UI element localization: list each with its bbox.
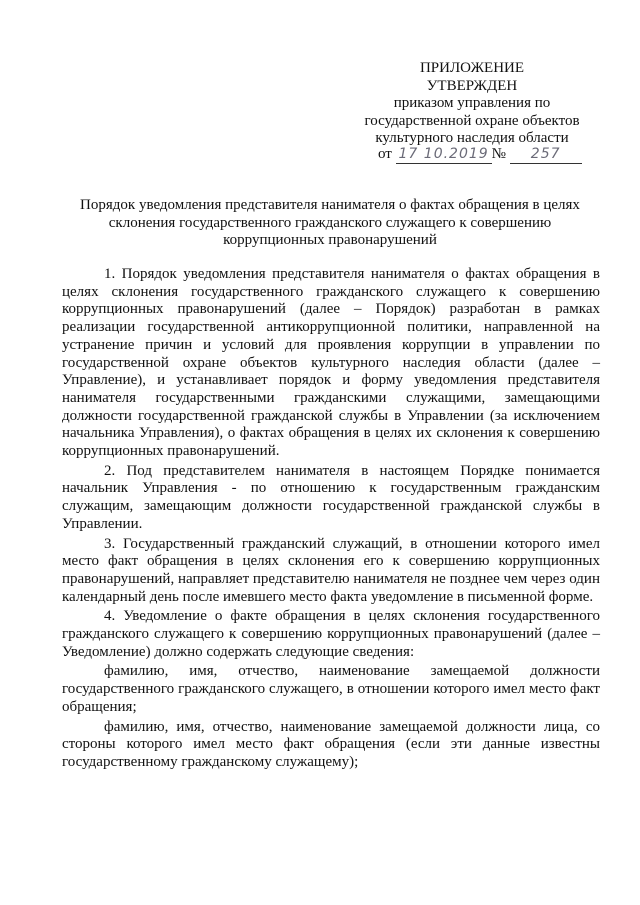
paragraph-1: 1. Порядок уведомления представителя нанимателя о фактах обращения в целях склонения государственного гражданского служащего к совершению коррупционных правонарушений (далее – Порядок) разработан в рамках реализации государственной антикоррупционной политики, направленной на устранение причин и условий для проявления коррупции в управлении по государственной охране объектов культурного наследия области (далее – Управление), и устанавливает порядок и форму уведомления представителя нанимателя государственными гражданскими служащими, замещающими должности государственной гражданской службы в Управлении (за исключением начальника Управления), о фактах обращения в целях их склонения к совершению коррупционных правонарушений. — [62, 266, 600, 460]
order-line-3: культурного наследия области — [375, 130, 569, 146]
handwritten-date: 17 10.2019 — [398, 146, 489, 162]
paragraph-3: 3. Государственный гражданский служащий, в отношении которого имел место факт обращения в целях склонения его к совершению коррупционных правонарушений, направляет представителю нанимателя не позднее чем через один календарный день после имевшего место факта уведомление в письменной форме. — [62, 535, 600, 605]
appendix-label: ПРИЛОЖЕНИЕ — [419, 60, 525, 76]
approved-label: УТВЕРЖДЕН — [426, 77, 518, 94]
date-prefix: от — [378, 146, 392, 162]
list-item-1: фамилию, имя, отчество, наименование замещаемой должности государственного гражданского служащего, в отношении которого имел место факт обращения; — [62, 663, 600, 715]
paragraph-4: 4. Уведомление о факте обращения в целях склонения государственного гражданского служащего к совершению коррупционных правонарушений (далее – Уведомление) должно содержать следующие сведения: — [62, 608, 600, 660]
list-item-2: фамилию, имя, отчество, наименование замещаемой должности лица, со стороны которого имел место факт обращения (если эти данные известны государственному гражданскому служащему); — [62, 718, 600, 770]
order-line-1: приказом управления по — [393, 95, 551, 111]
paragraph-2: 2. Под представителем нанимателя в настоящем Порядке понимается начальник Управления - по отношению к государственным гражданским служащим, замещающим должности государственной гражданской службы в Управлении. — [62, 462, 600, 532]
approval-block — [352, 60, 592, 148]
number-sign: № — [491, 146, 506, 162]
order-line-2: государственной охране объектов — [364, 112, 580, 129]
document-body — [62, 266, 600, 772]
document-title: Порядок уведомления представителя нанимателя о фактах обращения в целях склонения государственного гражданского служащего к совершению коррупционных правонарушений — [80, 197, 580, 248]
handwritten-number: 257 — [530, 146, 561, 162]
approval-date-number — [378, 145, 578, 164]
